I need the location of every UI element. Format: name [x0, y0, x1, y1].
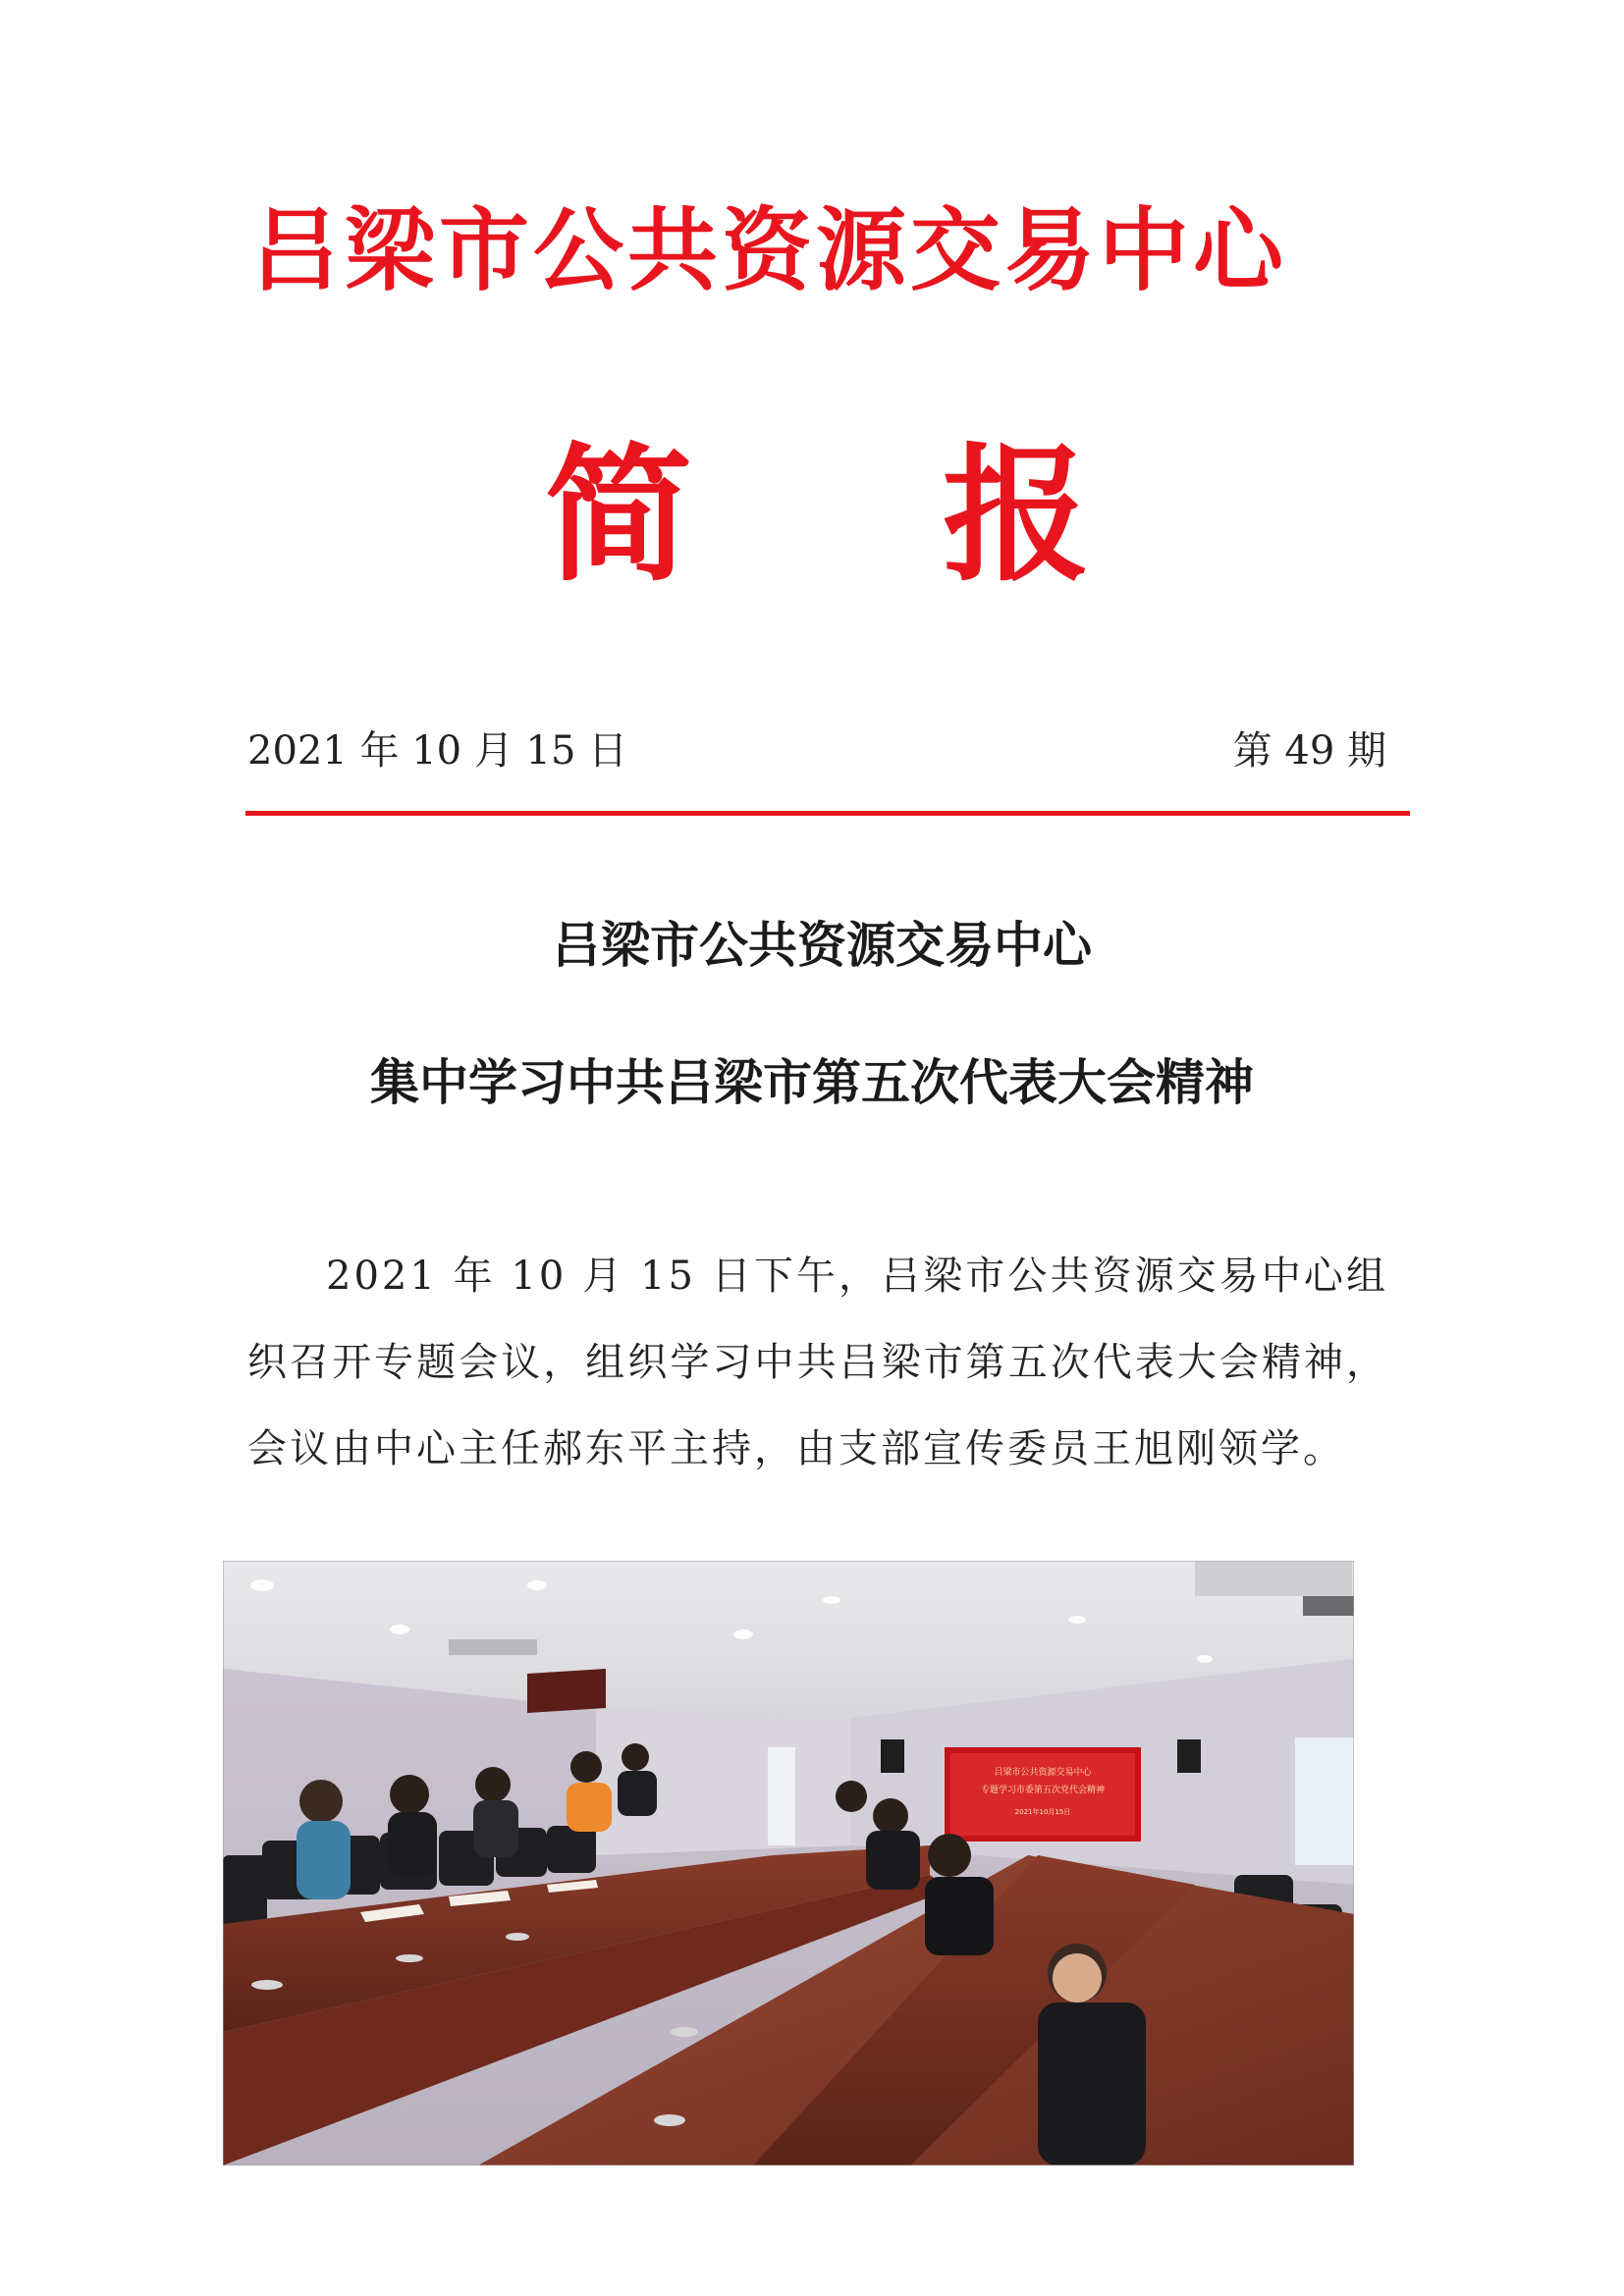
screen-text-1: 吕梁市公共资源交易中心: [994, 1768, 1092, 1778]
red-divider-line: [245, 811, 1410, 816]
meeting-photo: [223, 1561, 1354, 2165]
issue-meta-row: [247, 726, 1386, 775]
report-title: [0, 429, 1624, 602]
screen-text-3: 2021年10月15日: [1014, 1808, 1071, 1816]
article-title-line-2: 集中学习中共吕梁市第五次代表大会精神: [370, 1054, 1254, 1111]
org-title: 吕梁市公共资源交易中心: [250, 197, 1288, 303]
issue-date: 2021 年 10 月 15 日: [247, 728, 628, 774]
report-title-char-2: 报: [943, 429, 1091, 602]
article-body: 2021 年 10 月 15 日下午，吕梁市公共资源交易中心组织召开专题会议，组织学习中共吕梁市第五次代表大会精神，会议由中心主任郝东平主持，由支部宣传委员王旭刚领学。: [247, 1254, 1388, 1471]
screen-text-2: 专题学习市委第五次党代会精神: [980, 1786, 1106, 1795]
issue-number: 第 49 期: [1232, 728, 1386, 774]
article-title-line-1: 吕梁市公共资源交易中心: [552, 917, 1092, 974]
report-title-char-1: 简: [545, 429, 693, 602]
